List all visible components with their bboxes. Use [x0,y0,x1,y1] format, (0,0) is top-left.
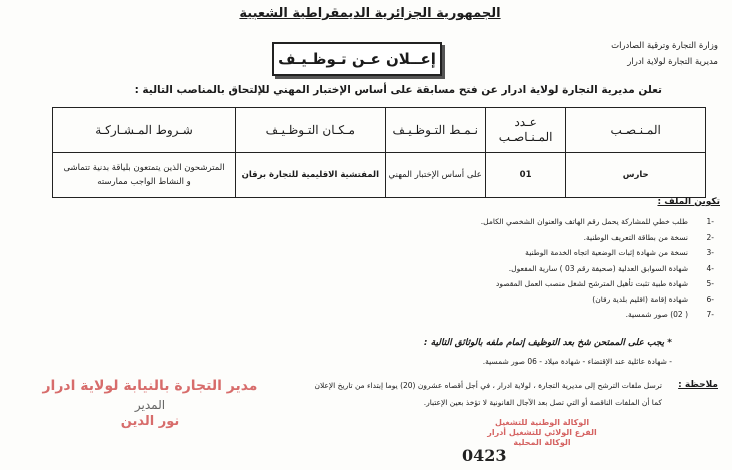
header-conditions: شـروط المـشـاركـة [53,108,236,153]
list-item: -1 طلب خطي للمشاركة يحمل رقم الهاتف والعنوان الشخصي الكامل. [480,217,714,226]
list-item: -5 شهادة طبية تثبت تأهيل المترشح لشغل منصب العمل المقصود [495,279,714,288]
list-item: -2 نسخة من بطاقة التعريف الوطنية. [583,232,714,242]
agency-stamp [452,418,632,448]
cell-mode: على أساس الإختبار المهني [385,153,485,198]
header-mode: نـمـط التـوظـيـف [385,108,485,153]
stamp-text: نور الدين [120,414,180,429]
ministry-line: وزارة التجارة وترقية الصادرات [611,41,718,51]
header-post: المـنـصـب [566,108,706,153]
file-title: تكوين الملف : [657,197,720,207]
stamp-text: الوكالة الوطنية للتشغيل [494,418,590,427]
announcement-text: تعلن مديرية التجارة لولاية ادرار عن فتح مسابقة على أساس الإختبار المهني للإلتحاق بالمناصب التالية : [134,84,662,96]
cell-conditions [53,153,236,198]
table-header-row [53,108,706,153]
stamp-text: الوكالة المحلية [513,438,571,447]
list-item: -6 شهادة إقامة (اقليم بلدية رقان) [592,294,714,304]
cell-count: 01 [485,153,566,198]
republic-header: الجمهورية الجزائرية الديمقراطية الشعبية [239,6,501,21]
ministry-block [478,38,718,70]
header-place: مـكـان التـوظـيـف [236,108,385,153]
note-label: ملاحظة : [678,380,718,390]
conditions-line: و النشاط الواجب ممارسته [97,177,191,187]
header-count: عـدد المـنـاصـب [485,108,566,153]
stamp-text: المدير [134,398,166,412]
stamp-number: 0423 [462,446,507,465]
conditions-line: المترشحون الذين يتمتعون بلياقة بدنية تتماشى [63,163,225,173]
posts-table [52,107,706,198]
directorate-line: مديرية التجارة لولاية ادرار [627,57,718,67]
cell-post: حارس [566,153,706,198]
director-stamp [40,360,260,460]
documents-list [254,214,714,323]
list-item: -7 ( 02) صور شمسية. [625,310,714,319]
list-item: -4 شهادة السوابق العدلية (صحيفة رقم 03 ) سارية المفعول. [508,263,714,273]
cell-place: المفتشية الاقليمية للتجارة برقان [236,153,385,198]
stamp-text: مدير التجارة بالنيابة لولاية ادرار [42,378,258,394]
announcement-title: إعــلان عـن تـوظـيـف [272,42,442,76]
table-row [53,153,706,198]
note-line: ترسل ملفات الترشح إلى مديرية التجارة ، لولاية ادرار ، في أجل أقصاه عشرون (20) يوما إبتداء من تاريخ الإعلان [314,381,662,390]
extra-docs-title: * يجب على الممتحن شخ بعد التوظيف إتمام ملفه بالوثائق التالية : [423,338,672,348]
extra-docs-line: - شهادة عائلية عند الإقتضاء - شهادة ميلاد - 06 صور شمسية. [482,357,672,366]
note-line: كما أن الملفات الناقصة أو التي تصل بعد الآجال القانونية لا تؤخذ بعين الإعتبار. [423,398,662,407]
stamp-text: الفرع الولائي للتشغيل أدرار [487,428,597,437]
list-item: -3 نسخة من شهادة إثبات الوضعية اتجاه الخدمة الوطنية [525,248,714,257]
